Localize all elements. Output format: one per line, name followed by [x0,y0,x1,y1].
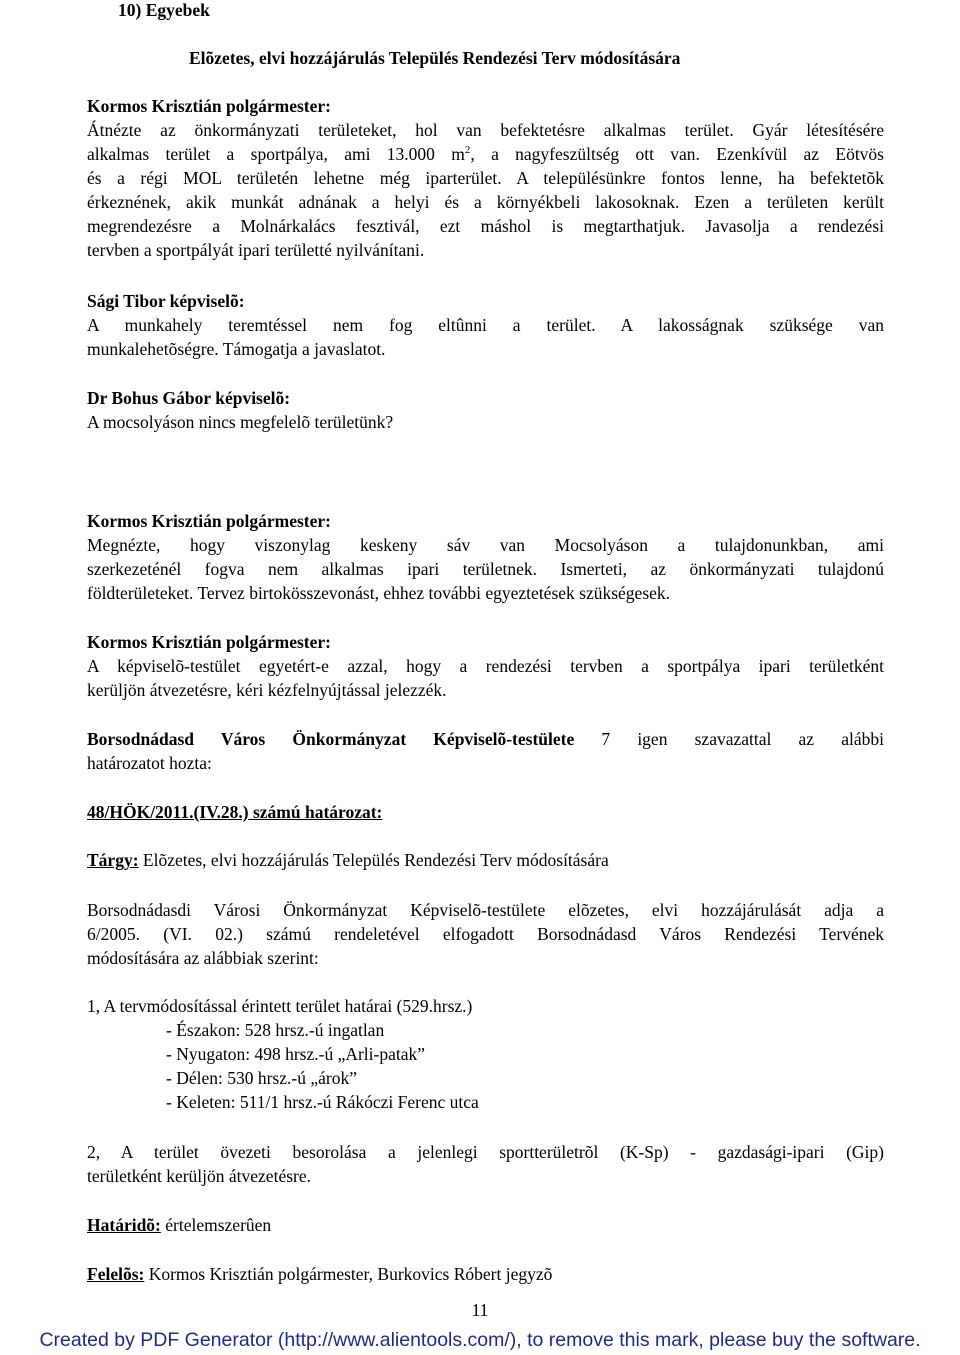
resolution-text [87,898,884,970]
point-line: 2, A terület övezeti besorolása a jelenlegi sportterületrõl (K-Sp) - gazdasági-ipari (Gip) [87,1142,884,1162]
speech-line: A munkahely teremtéssel nem fog eltûnni a terület. A lakosságnak szüksége van [87,315,884,335]
speech-line: alkalmas terület a sportpálya, ami 13.000 $m^2$, a nagyfeszültség ott van. Ezenkívül az Eötvös [87,144,884,164]
council-name: Borsodnádasd Város Önkormányzat Képviselõ-testülete [87,729,575,749]
speech-line: A mocsolyáson nincs megfelelõ területünk? [87,412,394,432]
speaker-name: Sági Tibor képviselõ: [87,291,245,311]
speech-mayor-2 [87,509,884,605]
point-line: területként kerüljön átvezetésre. [87,1166,311,1186]
resolution-line: módosítására az alábbiak szerint: [87,948,319,968]
speech-line: megrendezésre a Molnárkalács fesztivál, ezt máshol is megtarthatjuk. Javasolja a rendezési [87,216,884,236]
list-item: - Északon: 528 hrsz.-ú ingatlan [166,1020,385,1040]
deadline-value: értelemszerûen [160,1215,272,1235]
speech-line: szerkezeténél fogva nem alkalmas ipari területnek. Ismerteti, az önkormányzati tulajdonú [87,559,884,579]
vote-result [87,727,884,775]
resolution-line: Borsodnádasdi Városi Önkormányzat Képviselõ-testülete elõzetes, elvi hozzájárulását adja a [87,900,884,920]
boundary-list [87,994,884,1114]
resolution-line: 6/2005. (VI. 02.) számú rendeletével elfogadott Borsodnádasd Város Rendezési Tervének [87,924,884,944]
responsible-value: Kormos Krisztián polgármester, Burkovics Róbert jegyzõ [144,1264,553,1284]
speech-line: és a régi MOL területén lehetne még iparterület. A településünkre fontos lenne, ha befektetõk [87,168,884,188]
speaker-name: Kormos Krisztián polgármester: [87,632,331,652]
responsible-label: Felelõs: [87,1264,145,1284]
responsible [87,1262,884,1286]
speech-line: kerüljön átvezetésre, kéri kézfelnyújtással jelezzék. [87,680,447,700]
generator-watermark: Created by PDF Generator (http://www.alientools.com/), to remove this mark, please buy the software. [39,1329,921,1351]
speech-line: A képviselõ-testület egyetért-e azzal, hogy a rendezési tervben a sportpálya ipari területként [87,656,884,676]
speech-line: munkalehetõségre. Támogatja a javaslatot. [87,339,386,359]
subject-label: Tárgy: [87,850,139,870]
zoning-point [87,1140,884,1188]
speech-line: földterületeket. Tervez birtokösszevonást, ehhez további egyeztetések szükségesek. [87,583,671,603]
subject-text: Elõzetes, elvi hozzájárulás Település Rendezési Terv módosítására [138,850,609,870]
deadline-label: Határidõ: [87,1215,161,1235]
list-item: - Nyugaton: 498 hrsz.-ú „Arli-patak” [166,1044,426,1064]
speaker-name: Kormos Krisztián polgármester: [87,96,331,116]
section-heading: 10) Egyebek [118,0,210,20]
speech-bohus [87,386,884,434]
speech-line: tervben a sportpályát ipari területté nyilvánítani. [87,240,425,260]
resolution-subject [87,848,884,872]
vote-line: határozatot hozta: [87,753,212,773]
speaker-name: Kormos Krisztián polgármester: [87,511,331,531]
superscript: 2 [464,144,471,157]
page-number: 11 [471,1300,489,1320]
speech-line: Átnézte az önkormányzati területeket, hol van befektetésre alkalmas terület. Gyár létesítésére [87,120,884,140]
speech-mayor-3 [87,630,884,702]
deadline [87,1213,884,1237]
speech-sagi [87,289,884,361]
list-item: - Délen: 530 hrsz.-ú „árok” [166,1068,357,1088]
speaker-name: Dr Bohus Gábor képviselõ: [87,388,291,408]
speech-mayor-1 [87,94,884,262]
resolution-number: 48/HÖK/2011.(IV.28.) számú határozat: [87,802,383,822]
speech-line: Megnézte, hogy viszonylag keskeny sáv van Mocsolyáson a tulajdonunkban, ami [87,535,884,555]
vote-line: Borsodnádasd Város Önkormányzat Képviselõ-testülete 7 igen szavazattal az alábbi [87,729,884,749]
point-title: 1, A tervmódosítással érintett terület határai (529.hrsz.) [87,996,473,1016]
item-subheading: Elõzetes, elvi hozzájárulás Település Rendezési Terv módosítására [189,48,681,68]
list-item: - Keleten: 511/1 hrsz.-ú Rákóczi Ferenc utca [166,1092,479,1112]
speech-line: érkeznének, akik munkát adnának a helyi és a környékbeli lakosoknak. Ezen a területen került [87,192,884,212]
